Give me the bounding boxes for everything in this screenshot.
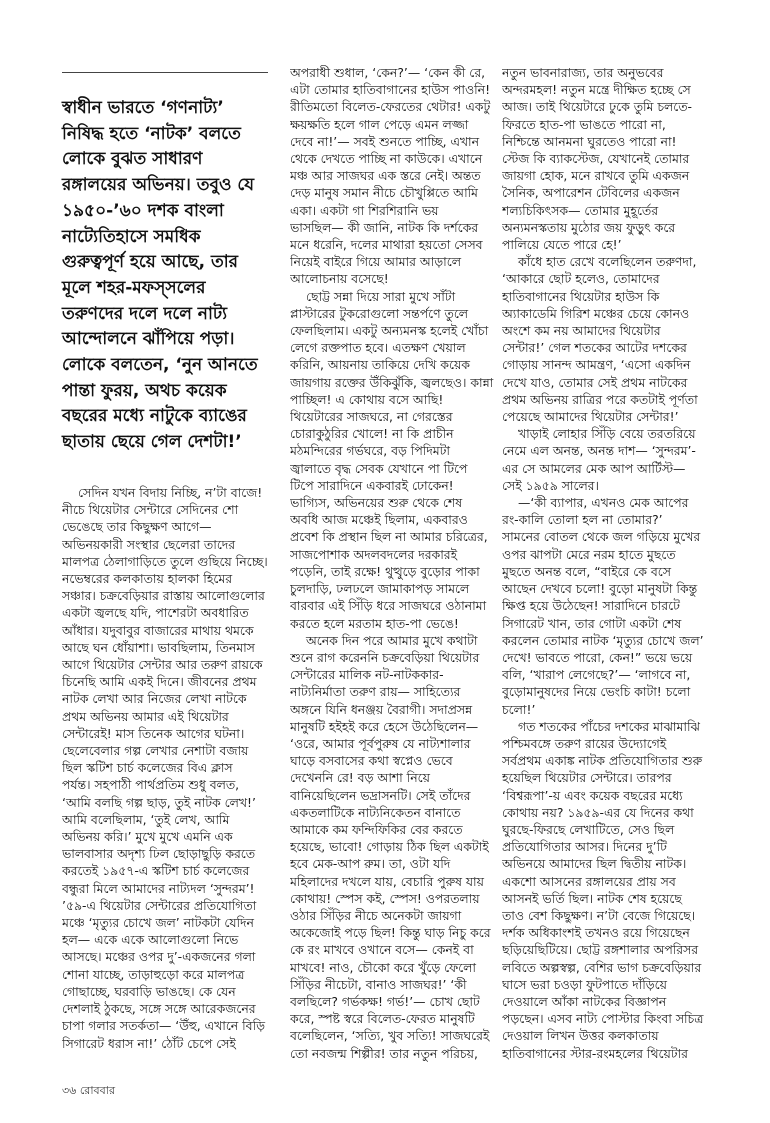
text-line: দেখে যাও, তোমার সেই প্রথম নাটকের bbox=[502, 374, 688, 390]
text-line: সৈনিক, অপারেশন টেবিলের একজন bbox=[502, 185, 680, 201]
text-line: দেখে! ভাবতে পারো, কেন!” ভয়ে ভয়ে bbox=[502, 649, 693, 665]
pull-quote-line: ছাতায় ছেয়ে গেল দেশটা!’ bbox=[62, 432, 242, 453]
text-line: প্লাস্টারের টুকরোগুলো সন্তর্পণে তুলে bbox=[290, 305, 469, 321]
pull-quote-line: আন্দোলনে ঝাঁপিয়ে পড়া। bbox=[62, 329, 235, 350]
paragraph bbox=[502, 718, 714, 1062]
text-line: পশ্চিমবঙ্গে তরুণ রায়ের উদ্যোগেই bbox=[502, 735, 667, 751]
pull-quote-line: লোকে বলতেন, ‘নুন আনতে bbox=[62, 355, 258, 376]
text-line: থেকে দেখতে পাচ্ছি না কাউকে। এখানে bbox=[290, 151, 483, 167]
text-line: নাট্যনির্মাতা তরুণ রায়— সাহিত্যের bbox=[290, 684, 461, 700]
text-line: অ্যাকাডেমি গিরিশ মঞ্চের চেয়ে কোনও bbox=[502, 305, 690, 321]
text-line: লেগে রক্তপাত হবে। এতক্ষণ খেয়াল bbox=[290, 340, 466, 356]
text-line: অভিনয় করি।’ মুখে মুখে এমনি এক bbox=[62, 829, 233, 845]
text-line: গোছাচ্ছে, ঘরবাড়ি ভাঙছে। কে যেন bbox=[62, 983, 236, 999]
text-line: সেন্টার!’ গেল শতকের আটের দশকের bbox=[502, 340, 687, 356]
text-line: শল্যচিকিৎসক— তোমার মুহূর্তের bbox=[502, 202, 659, 218]
text-line: তাও বেশ কিছুক্ষণ। ন’টা বেজে গিয়েছে। bbox=[502, 907, 696, 923]
text-line: সিগারেট খান, তার গোটা একটা শেষ bbox=[502, 615, 682, 631]
text-line: করলেন তোমার নাটক ‘মৃত্যুর চোখে জল’ bbox=[502, 632, 704, 648]
text-line: মুছতে অনন্ত বলে, “বাইরে কে বসে bbox=[502, 563, 671, 579]
text-line: করতেই ১৯৫৭-এ স্কটিশ চার্চ কলেজের bbox=[62, 863, 250, 879]
text-line: চাপা গলার সতর্কতা— ‘উঁহু, এখানে বিড়ি bbox=[62, 1018, 265, 1034]
text-line: সিঁড়ির নীচেটা, বানাও সাজঘর!’ ‘কী bbox=[290, 976, 467, 992]
text-line: পাচ্ছিল! এ কোথায় বসে আছি! bbox=[290, 391, 444, 407]
text-line: সিগারেট ধরাস না!’ ঠোঁট চেপে সেই bbox=[62, 1035, 236, 1051]
text-line: করিনি, আয়নায় তাকিয়ে দেখি কয়েক bbox=[290, 357, 470, 373]
text-line: মহিলাদের দখলে যায়, বেচারি পুরুষ যায় bbox=[290, 873, 484, 889]
text-line: দেশলাই ঠুকছে, সঙ্গে সঙ্গে আরেকজনের bbox=[62, 1001, 256, 1017]
text-line: অংশে কম নয় আমাদের থিয়েটার bbox=[502, 323, 661, 339]
text-line: একতলাটিকে নাট্যনিকেতন বানাতে bbox=[290, 804, 461, 820]
text-line: অন্যমনস্কতায় মুঠোর জয় ফুড়ুৎ করে bbox=[502, 219, 676, 235]
text-line: চুলদাড়ি, ঢলঢলে জামাকাপড় সামলে bbox=[290, 581, 470, 597]
text-line: হয়েছিল থিয়েটার সেন্টারে। তারপর bbox=[502, 770, 672, 786]
text-line: ভালবাসার অদৃশ্য ঢিল ছোড়াছুড়ি করতে bbox=[62, 846, 256, 862]
text-line: মঞ্চ আর সাজঘর এক স্তরে নেই। অন্তত bbox=[290, 168, 481, 184]
pull-quote-rule bbox=[62, 72, 268, 73]
paragraph bbox=[502, 253, 714, 425]
text-line: পেয়েছে আমাদের থিয়েটার সেন্টার!’ bbox=[502, 409, 679, 425]
text-line: ‘বিশ্বরূপা’-য় এবং কয়েক বছরের মধ্যে bbox=[502, 787, 683, 803]
text-line: খাড়াই লোহার সিঁড়ি বেয়ে তরতরিয়ে bbox=[518, 426, 696, 442]
text-line: বন্ধুরা মিলে আমাদের নাট্যদল ‘সুন্দরম’! bbox=[62, 880, 255, 896]
text-line: মঠমন্দিরের গর্ভঘরে, বড় পিদিমটা bbox=[290, 443, 451, 459]
text-line: অঙ্গনে যিনি ধনঞ্জয় বৈরাগী। সদাপ্রসন্ন bbox=[290, 701, 473, 717]
text-line: গোড়ায় সানন্দ আমন্ত্রণ, ‘এসো একদিন bbox=[502, 357, 691, 373]
text-line: আছে ঘন ধোঁয়াশা। ভাবছিলাম, তিনমাস bbox=[62, 639, 255, 655]
text-line: সামনের বোতল থেকে জল গড়িয়ে মুখের bbox=[502, 529, 701, 545]
text-line: পর্যন্ত। সহপাঠী পার্থপ্রতিম শুধু বলত, bbox=[62, 777, 240, 793]
text-line: সঞ্চার। চক্রবেড়িয়ার রাস্তায় আলোগুলোর bbox=[62, 588, 265, 604]
text-line: সেন্টারের মালিক নট-নাটককার- bbox=[290, 667, 444, 683]
text-line: দেবে না!’— সবই শুনতে পাচ্ছি, এখান bbox=[290, 133, 480, 149]
text-line: মানুষটি হইহই করে হেসে উঠেছিলেন— bbox=[290, 718, 479, 734]
text-line: ছোট্ট সন্না দিয়ে সারা মুখে সাঁটা bbox=[306, 288, 456, 304]
text-line: আসছে। মঞ্চের ওপর দু’-একজনের গলা bbox=[62, 949, 256, 965]
pull-quote-line: রঙ্গালয়ের অভিনয়। তবুও যে bbox=[62, 175, 255, 196]
text-line: জ্বালাতে বৃদ্ধ সেবক যেখানে পা টিপে bbox=[290, 460, 468, 476]
text-line: হাতিবাগানের স্টার-রংমহলের থিয়েটার bbox=[502, 1045, 688, 1061]
text-line: অন্দরমহল! নতুন মন্ত্রে দীক্ষিত হচ্ছে সে bbox=[502, 82, 691, 98]
text-line: প্রবেশ কি প্রস্থান ছিল না আমার চরিত্রের, bbox=[290, 529, 488, 545]
text-line: ছিল স্কটিশ চার্চ কলেজের বিএ ক্লাস bbox=[62, 760, 233, 776]
pull-quote bbox=[62, 96, 277, 456]
text-line: রীতিমতো বিলেত-ফেরতের থেটার! একটু bbox=[290, 99, 491, 115]
text-line: সেই ১৯৫৯ সালের। bbox=[502, 477, 599, 493]
text-line: ছড়িয়েছিটিয়ে। ছোট্ট রঙ্গশালার অপরিসর bbox=[502, 942, 699, 958]
pull-quote-line: গুরুত্বপূর্ণ হয়ে আছে, তার bbox=[62, 252, 239, 273]
text-line: করতে হলে মরতাম হাত-পা ভেঙে! bbox=[290, 615, 459, 631]
text-line: হয়েছে, ভাবো! গোড়ায় ঠিক ছিল একটাই bbox=[290, 839, 489, 855]
text-line: করে, স্পষ্ট স্বরে বিলেত-ফেরত মানুষটি bbox=[290, 1011, 475, 1027]
text-line: সাজপোশাক অদলবদলের দরকারই bbox=[290, 546, 458, 562]
text-line: বলেছিলেন, ‘সত্যি, খুব সত্যি! সাজঘরেই bbox=[290, 1028, 490, 1044]
paragraph bbox=[290, 64, 495, 288]
text-line: আঁধার। যদুবাবুর বাজারের মাথায় থমকে bbox=[62, 622, 254, 638]
text-line: ‘আকারে ছোট হলেও, তোমাদের bbox=[502, 271, 660, 287]
text-line: বুড়োমানুষদের নিয়ে ভেংচি কাটা! চলো bbox=[502, 684, 691, 700]
paragraph bbox=[290, 632, 495, 1062]
pull-quote-line: পান্তা ফুরয়, অথচ কয়েক bbox=[62, 380, 227, 401]
text-line: আমাকে কম ফন্দিফিকির বের করতে bbox=[290, 821, 463, 837]
paragraph bbox=[502, 425, 714, 494]
paragraph bbox=[290, 288, 495, 632]
magazine-name: রোববার bbox=[79, 1084, 116, 1097]
text-line: সেন্টারেই! মাস তিনেক আগের ঘটনা। bbox=[62, 725, 245, 741]
text-line: দেওয়ালে আঁকা নাটকের বিজ্ঞাপন bbox=[502, 993, 667, 1009]
text-line: দেখেননি রে! বড় আশা নিয়ে bbox=[290, 770, 430, 786]
text-line: দর্শক অধিকাংশই তখনও রয়ে গিয়েছেন bbox=[502, 925, 690, 941]
text-line: ফিরতে হাত-পা ভাঙতে পারো না, bbox=[502, 116, 666, 132]
text-line: জায়গায় রক্তের উঁকিঝুঁকি, জ্বলছেও। কান্না bbox=[290, 374, 494, 390]
text-line: ছেলেবেলার গল্প লেখার নেশাটা বজায় bbox=[62, 743, 249, 759]
pull-quote-line: নাট্যেতিহাসে সমধিক bbox=[62, 226, 201, 247]
pull-quote-line: ১৯৫০-’৬০ দশক বাংলা bbox=[62, 200, 224, 221]
text-line: মাখবে! নাও, চৌকো করে খুঁড়ে ফেলো bbox=[290, 959, 477, 975]
text-line: কোথায়! স্পেস কই, স্পেস! ওপরতলায় bbox=[290, 890, 480, 906]
text-line: অবধি আজ মঞ্চেই ছিলাম, একবারও bbox=[290, 512, 468, 528]
text-line: হাতিবাগানের থিয়েটার হাউস কি bbox=[502, 288, 660, 304]
text-line: প্রথম অভিনয় রাত্রির পরে কতটাই পূর্ণতা bbox=[502, 391, 698, 407]
text-line: ঘাড়ে বসবাসের কথা স্বপ্নেও ভেবে bbox=[290, 753, 453, 769]
text-line: ঘাসে ভরা চওড়া ফুটপাতে দাঁড়িয়ে bbox=[502, 976, 667, 992]
text-line: মালপত্র ঠেলাগাড়িতে তুলে গুছিয়ে নিচ্ছে। bbox=[62, 553, 268, 569]
text-line: আছেন দেখবে চলো! বুড়ো মানুষটা কিন্তু bbox=[502, 581, 698, 597]
paragraph bbox=[502, 494, 714, 718]
text-line: আমি বলেছিলাম, ‘তুই লেখ, আমি bbox=[62, 811, 230, 827]
text-line: ভেঙেছে তার কিছুক্ষণ আগে— bbox=[62, 519, 212, 535]
text-line: কাঁধে হাত রেখে বলেছিলেন তরুণদা, bbox=[518, 254, 697, 270]
text-line: চোরাকুঠুরির খোলে! না কি প্রাচীন bbox=[290, 426, 454, 442]
text-line: শোনা যাচ্ছে, তাড়াহুড়ো করে মালপত্র bbox=[62, 966, 245, 982]
text-line: ভাসছিল— কী জানি, নাটক কি দর্শকের bbox=[290, 219, 479, 235]
text-line: রং-কালি তোলা হল না তোমার?’ bbox=[502, 512, 663, 528]
text-line: একশো আসনের রঙ্গালয়ের প্রায় সব bbox=[502, 873, 676, 889]
text-line: অভিনয়কারী সংস্থার ছেলেরা তাদের bbox=[62, 536, 236, 552]
text-line: অপরাধী শুধাল, ‘কেন?’— ‘কেন কী রে, bbox=[290, 65, 486, 80]
pull-quote-line: নিষিদ্ধ হতে ‘নাটক’ বলতে bbox=[62, 123, 241, 144]
paragraph bbox=[502, 64, 714, 253]
text-line: ফেলছিলাম। একটু অন্যমনস্ক হলেই খোঁচা bbox=[290, 323, 489, 339]
text-line: এটা তোমার হাতিবাগানের হাউস পাওনি! bbox=[290, 82, 491, 98]
text-line: বলি, ‘খারাপ লেগেছে?’— ‘লাগবে না, bbox=[502, 667, 691, 683]
text-line: পালিয়ে যেতে পারে হে!’ bbox=[502, 237, 622, 253]
pull-quote-line: তরুণদের দলে দলে নাট্য bbox=[62, 303, 228, 324]
text-line: ওঠার সিঁড়ির নীচে অনেকটা জায়গা bbox=[290, 907, 462, 923]
text-line: হল— একে একে আলোগুলো নিভে bbox=[62, 932, 239, 948]
text-line: মনে ধরেনি, দলের মাথারা হয়তো সেসব bbox=[290, 237, 483, 253]
text-line: বারবার এই সিঁড়ি ধরে সাজঘরে ওঠানামা bbox=[290, 598, 487, 614]
text-line: টিপে সারাদিনে একবারই ঢোকেন! bbox=[290, 477, 454, 493]
text-line: নতুন ভাবনারাজ্য, তার অনুভবের bbox=[502, 65, 664, 80]
text-line: আলোচনায় বসেছে! bbox=[290, 271, 389, 287]
text-line: অকেজোই পড়ে ছিল! কিন্তু ঘাড় নিচু করে bbox=[290, 925, 491, 941]
text-line: আগে থিয়েটার সেন্টার আর তরুণ রায়কে bbox=[62, 657, 263, 673]
text-line: নভেম্বরের কলকাতায় হালকা হিমের bbox=[62, 571, 233, 587]
text-line: একটা জ্বলছে যদি, পাশেরটা অবধারিত bbox=[62, 605, 249, 621]
pull-quote-line: স্বাধীন ভারতে ‘গণনাট্য’ bbox=[62, 98, 224, 118]
page-folio bbox=[62, 1082, 115, 1101]
body-column-1 bbox=[62, 484, 282, 1052]
text-line: নেমে এল অনন্ত, অনন্ত দাশ— ‘সুন্দরম’- bbox=[502, 443, 696, 459]
text-line: এর সে আমলের মেক আপ আর্টিস্ট— bbox=[502, 460, 686, 476]
text-line: তো নবজন্ম শিল্পীর! তার নতুন পরিচয়, bbox=[290, 1045, 478, 1061]
text-line: স্টেজ কি ব্যাকস্টেজ, যেখানেই তোমার bbox=[502, 151, 690, 167]
text-line: ওপর ঝাপটা মেরে নরম হাতে মুছতে bbox=[502, 546, 676, 562]
text-line: পড়েনি, তাই রক্ষে! থুত্থুড়ে বুড়োর পাকা bbox=[290, 563, 480, 579]
text-line: আজ। তাই থিয়েটারে ঢুকে তুমি চলতে- bbox=[502, 99, 693, 115]
text-line: পড়ছেন। এসব নাট্য পোস্টার কিংবা সচিত্র bbox=[502, 1011, 704, 1027]
text-line: মঞ্চে ‘মৃত্যুর চোখে জল’ নাটকটা যেদিন bbox=[62, 915, 254, 931]
text-line: ঘুরছে-ফিরছে লেখাটিতে, সেও ছিল bbox=[502, 821, 675, 837]
text-line: সেদিন যখন বিদায় নিচ্ছি, ন’টা বাজে! bbox=[78, 485, 263, 500]
text-line: জায়গা হোক, মনে রাখবে তুমি একজন bbox=[502, 168, 690, 184]
text-line: আসনই ভর্তি ছিল। নাটক শেষ হয়েছে bbox=[502, 890, 682, 906]
text-line: ভাগ্যিস, অভিনয়ের শুরু থেকে শেষ bbox=[290, 495, 463, 511]
page-number: ৩৬ bbox=[62, 1084, 77, 1097]
paragraph bbox=[62, 484, 282, 1052]
text-line: একা। একটা গা শিরশিরানি ভয় bbox=[290, 202, 439, 218]
text-line: চলো!’ bbox=[502, 701, 536, 717]
text-line: নীচে থিয়েটার সেন্টারে সেদিনের শো bbox=[62, 502, 239, 518]
text-line: অভিনয়ে আমাদের ছিল দ্বিতীয় নাটক। bbox=[502, 856, 687, 872]
text-line: সর্বপ্রথম একাঙ্ক নাটক প্রতিযোগিতার শুরু bbox=[502, 753, 703, 769]
text-line: কে রং মাখবে ওখানে বসে— কেনই বা bbox=[290, 942, 474, 958]
body-column-3 bbox=[502, 64, 714, 1062]
text-line: বানিয়েছিলেন ভদ্রাসনটি। সেই তাঁদের bbox=[290, 787, 471, 803]
text-line: গত শতকের পাঁচের দশকের মাঝামাঝি bbox=[518, 718, 700, 734]
text-line: চিনেছি আমি একই দিনে। জীবনের প্রথম bbox=[62, 674, 257, 690]
text-line: অনেক দিন পরে আমার মুখে কথাটা bbox=[306, 632, 478, 648]
text-line: থিয়েটারের সাজঘরে, না গেরস্তের bbox=[290, 409, 453, 425]
text-line: নিয়েই বাইরে গিয়ে আমার আড়ালে bbox=[290, 254, 461, 270]
text-line: দেড় মানুষ সমান নীচে চৌখুপ্পিতে আমি bbox=[290, 185, 478, 201]
text-line: প্রথম অভিনয় আমার এই থিয়েটার bbox=[62, 708, 229, 724]
text-line: বলছিলে? গর্ভকক্ষ! গর্ভ!’— চোখ ছোট bbox=[290, 993, 480, 1009]
text-line: কোথায় নয়? ১৯৫৯-এর যে দিনের কথা bbox=[502, 804, 694, 820]
text-line: লবিতে অল্পস্বল্প, বেশির ভাগ চক্রবেড়িয়ার bbox=[502, 959, 702, 975]
text-line: ‘আমি বলছি গল্প ছাড়, তুই নাটক লেখ!’ bbox=[62, 794, 256, 810]
pull-quote-line: লোকে বুঝত সাধারণ bbox=[62, 149, 203, 170]
text-line: শুনে রাগ করেননি চক্রবেড়িয়া থিয়েটার bbox=[290, 649, 480, 665]
text-line: ’৫৯-এ থিয়েটার সেন্টারের প্রতিযোগিতা bbox=[62, 897, 257, 913]
text-line: দেওয়াল লিখন উত্তর কলকাতায় bbox=[502, 1028, 659, 1044]
text-line: হবে মেক-আপ রুম। তা, ওটা যদি bbox=[290, 856, 451, 872]
text-line: ক্ষয়ক্ষতি হলে গাল পেড়ে এমন লজ্জা bbox=[290, 116, 469, 132]
pull-quote-line: বছরের মধ্যে নাটুকে ব্যাঙের bbox=[62, 406, 247, 427]
pull-quote-line: মূলে শহর-মফস্‌সলের bbox=[62, 277, 206, 298]
text-line: ‘ওরে, আমার পূর্বপুরুষ যে নাট্যশালার bbox=[290, 735, 471, 751]
text-line: প্রতিযোগিতার আসর। দিনের দু’টি bbox=[502, 839, 667, 855]
text-line: নিশ্চিন্তে আনমনা ঘুরতেও পারো না! bbox=[502, 133, 677, 149]
body-column-2 bbox=[290, 64, 495, 1062]
text-line: ক্ষিপ্ত হয়ে উঠেছেন! সারাদিনে চারটে bbox=[502, 598, 680, 614]
text-line: নাটক লেখা আর নিজের লেখা নাটকে bbox=[62, 691, 247, 707]
text-line: —‘কী ব্যাপার, এখনও মেক আপের bbox=[518, 495, 689, 511]
